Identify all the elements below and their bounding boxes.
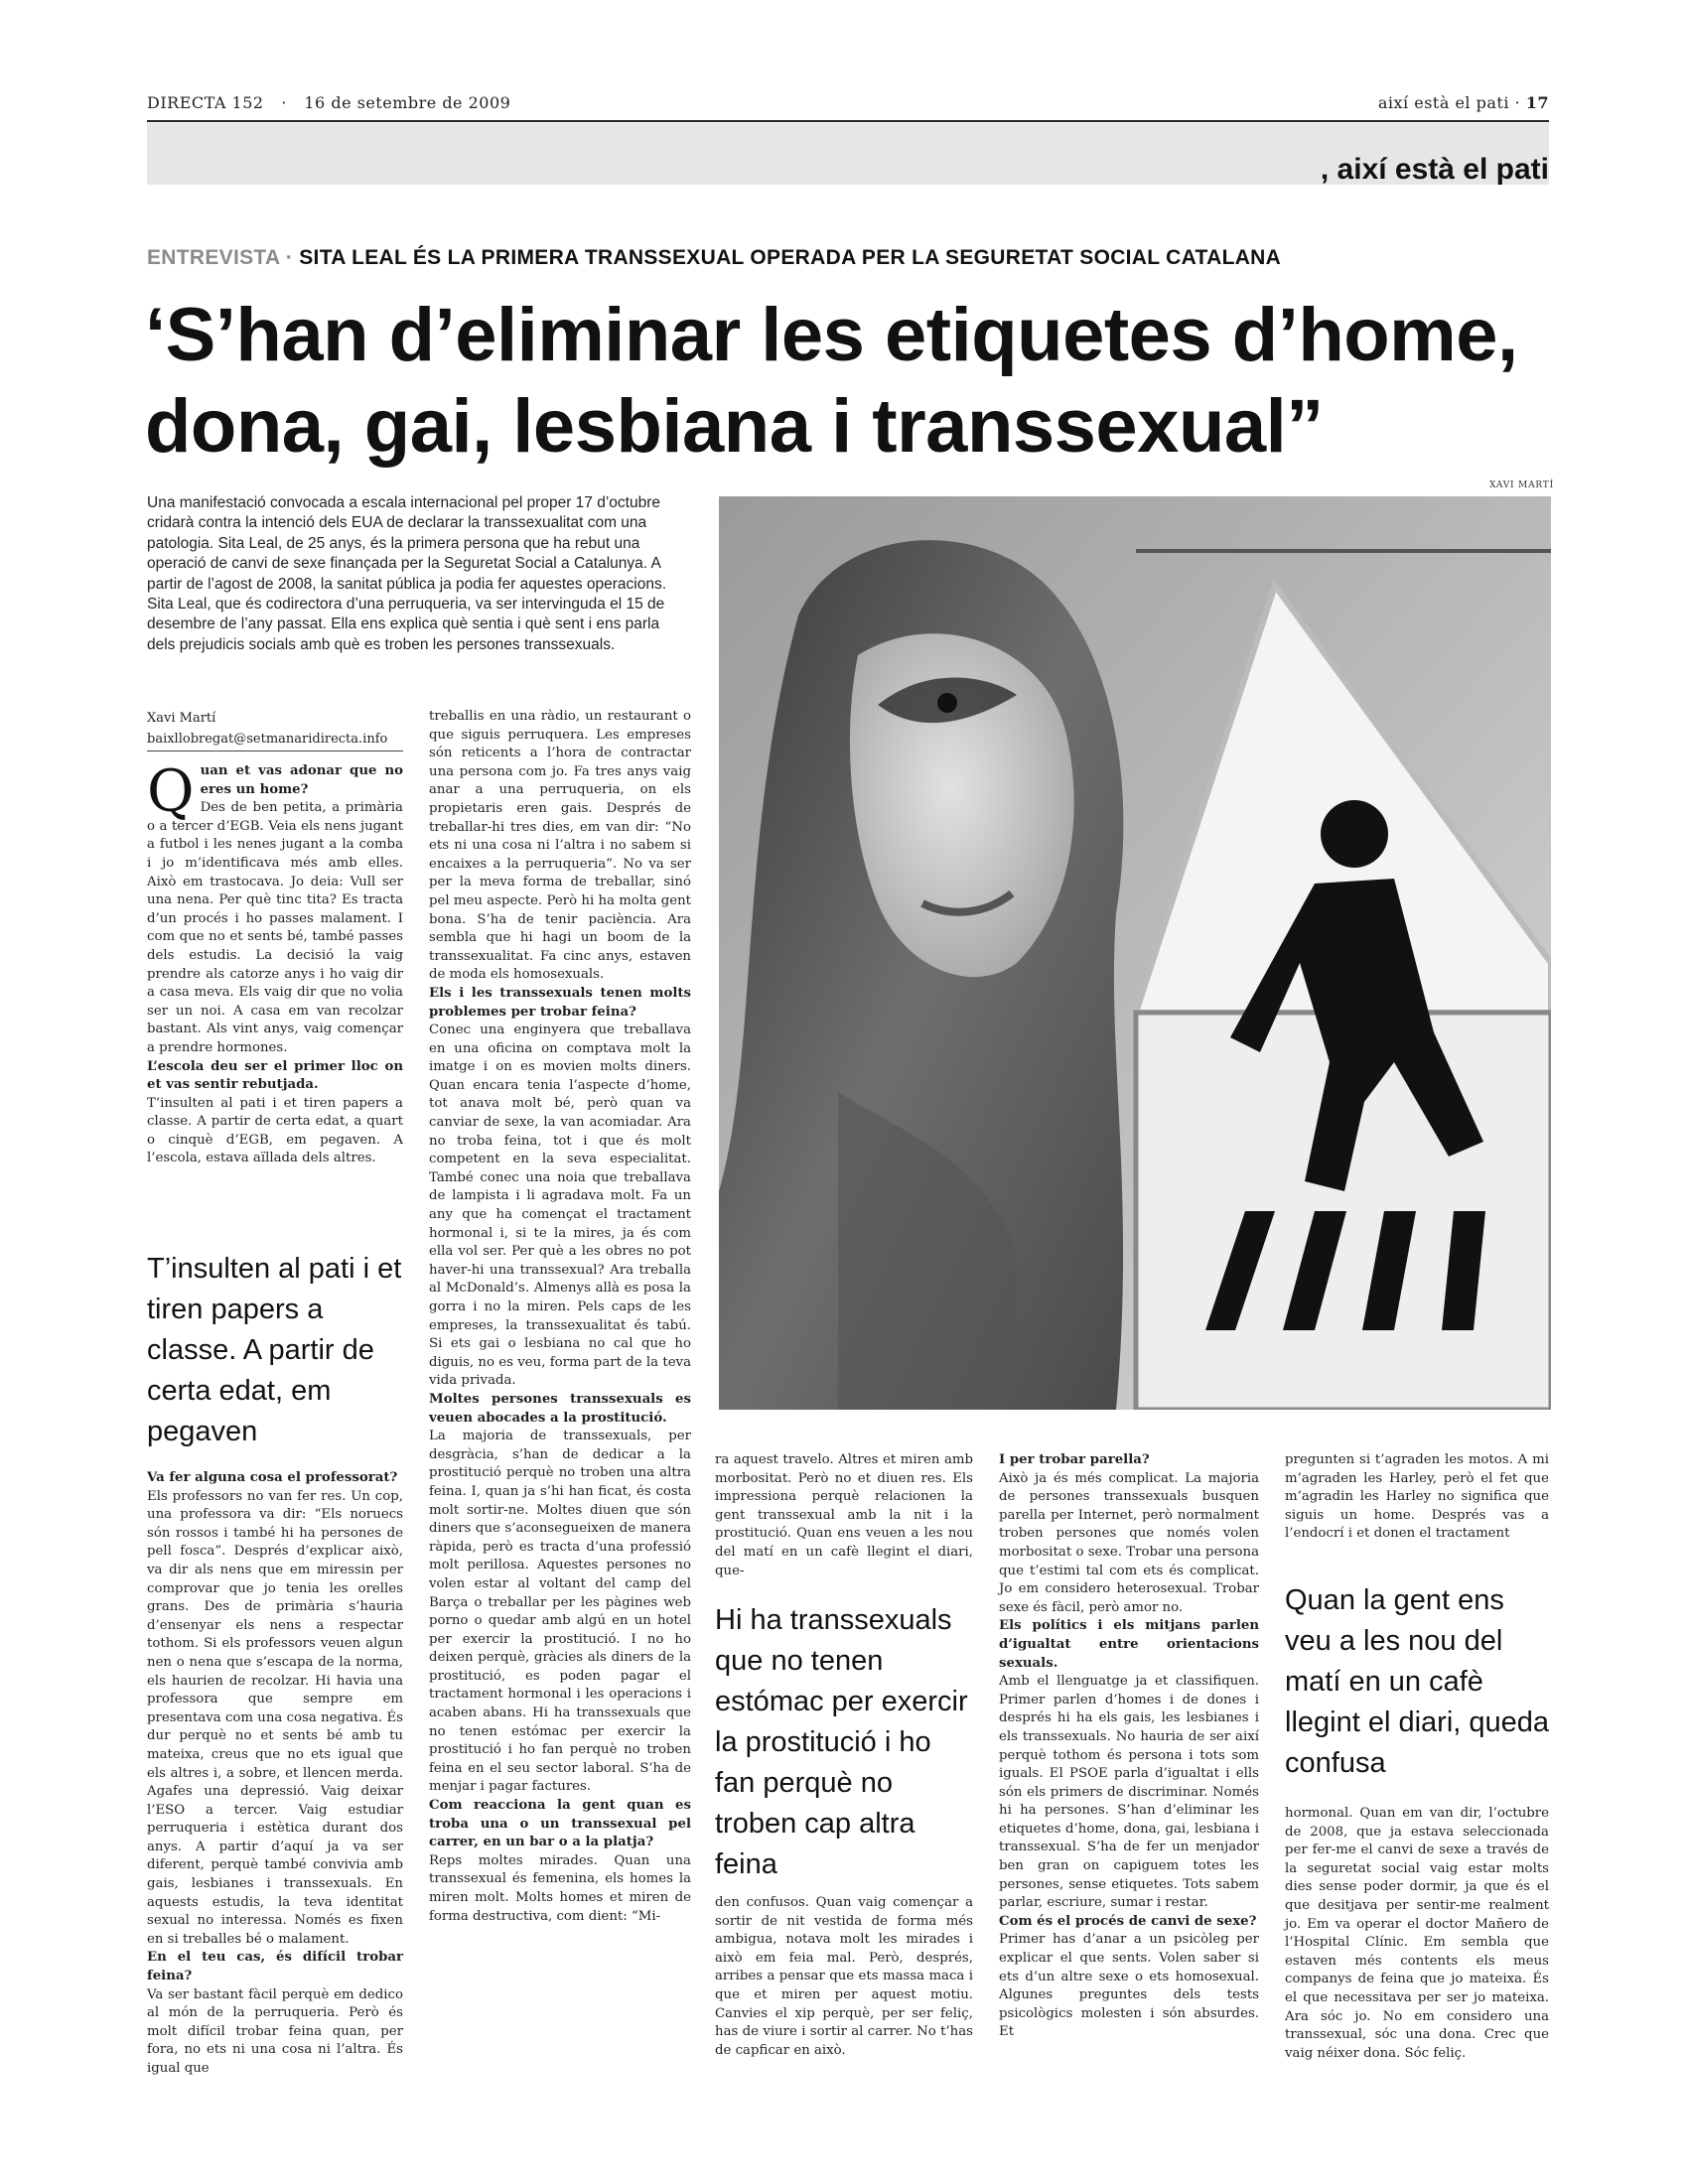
- column-5: [1285, 1451, 1549, 1544]
- column-2: [429, 708, 691, 1926]
- kicker-text: SITA LEAL ÉS LA PRIMERA TRANSSEXUAL OPERADA PER LA SEGURETAT SOCIAL CATALANA: [299, 246, 1282, 269]
- question-1: Quan et vas adonar que no eres un home?: [147, 757, 403, 825]
- column-5-continued: [1285, 1805, 1549, 2063]
- portrait-photo: [719, 496, 1551, 1410]
- question-2: L’escola deu ser el primer lloc on et vas sentir rebutjada.: [147, 1058, 403, 1093]
- dropcap: Q: [147, 757, 195, 825]
- byline: [147, 708, 387, 750]
- answer-5: treballis en una ràdio, un restaurant o que siguis perruquera. Les empreses són reticents a l’hora de contractar una persona com jo. Fa tres anys vaig anar a una perruqueria, on els propietaris eren gais. Després de treballar-hi tres dies, em van dir: “No ets ni una cosa ni l’altra i no sabem si encaixes a la perruqueria”. No va ser per la meva forma de treballar, sinó pel meu aspecte. Però hi ha molta gent bona. S’ha de tenir paciència. Ara sembla que hi hagi un boom de la transsexualitat. Fa cinc anys, estaven de moda els homosexuals.: [429, 709, 691, 983]
- answer-14: pregunten si t’agraden les motos. A mi m’agraden les Harley, però el fet que m’agradin les Harley no significa que siguis un home. Després vas a l’endocrí i et donen el tractament: [1285, 1452, 1549, 1542]
- answer-3: Els professors no van fer res. Un cop, una professora va dir: “Els noruecs són rossos i també hi ha persones de pell fosca”. Després d’explicar això, va dir als nens que em miressin per comprovar que jo tenia les orelles grans. Des de primària s’hauria d’ensenyar els nens a respectar tothom. Si els professors veuen algun nen o nena que s’escapa de la norma, els haurien de recolzar. Hi havia una professora que sempre em presentava com una cosa negativa. És dur perquè no et sents bé amb tu mateixa, creus que no ets igual que els altres i, a sobre, et llencen merda. Agafes una depressió. Vaig deixar l’ESO a tercer. Vaig estudiar perruqueria i estètica durant dos anys. A partir d’aquí ja va ser diferent, perquè també convivia amb gais, lesbianes i transsexuals. En aquests estudis, la teva identitat sexual no interessa. Només es fixen en si treballes bé o malament.: [147, 1488, 403, 1947]
- kicker-label: ENTREVISTA ·: [147, 246, 294, 269]
- pull-quote-3: Quan la gent ens veu a les nou del matí en un cafè llegint el diari, queda confusa: [1285, 1584, 1550, 1779]
- pull-quote-1: T’insulten al pati i et tiren papers a classe. A partir de certa edat, em pegaven: [147, 1253, 402, 1447]
- column-3: [715, 1451, 973, 1580]
- question-6: Moltes persones transsexuals es veuen abocades a la prostitució.: [429, 1391, 691, 1426]
- question-7: Com reacciona la gent quan es troba una o un transsexual pel carrer, en un bar o a la platja?: [429, 1798, 691, 1850]
- column-1-continued: [147, 1469, 403, 2079]
- folio-rule: [147, 120, 1549, 122]
- answer-9: ra aquest travelo. Altres et miren amb morbositat. Però no et diuen res. Els impressiona perquè relacionen la gent transsexual amb la nit i la prostitució. Quan ens veuen a les nou del matí en un cafè llegint el diari, que-: [715, 1452, 973, 1578]
- question-8: I per trobar parella?: [999, 1452, 1150, 1467]
- lead-paragraph: Una manifestació convocada a escala internacional pel proper 17 d’octubre cridarà contra la intenció dels EUA de declarar la transsexualitat com una patologia. Sita Leal, de 25 anys, és la primera persona que ha rebut una operació de canvi de sexe finançada per la Seguretat Social a Catalunya. A partir de l’agost de 2008, la sanitat pública ja podia fer aquestes operacions. Sita Leal, que és codirectora d’una perruqueria, va ser intervinguda el 15 de desembre de l’any passat. Ella ens explica què sentia i què sent i ens parla dels prejudicis socials amb què es troben les persones transsexuals.: [147, 494, 667, 653]
- pull-quote-2: Hi ha transsexuals que no tenen estómac per exercir la prostitució i ho fan perquè no troben cap altra feina: [715, 1604, 968, 1880]
- kicker: [147, 246, 1281, 270]
- answer-15: hormonal. Quan em van dir, l’octubre de 2008, que ja estava seleccionada per fer-me el canvi de sexe a través de la seguretat social vaig estar molts dies sense poder dormir, ja que és el que desitjava per sentir-me realment jo. Em va operar el doctor Mañero de l’Hospital Clínic. Em sembla que estaven més contents els meus companys de feina que jo mateixa. És el que necessitava per ser jo mateixa. Ara sóc jo. No em considero una transsexual, sóc una dona. Crec que vaig néixer dona. Sóc feliç.: [1285, 1806, 1549, 2061]
- byline-author: Xavi Martí: [147, 711, 216, 726]
- headline: ‘S’han d’eliminar les etiquetes d’home, dona, gai, lesbiana i transsexual”: [145, 293, 1518, 469]
- question-10: Com és el procés de canvi de sexe?: [999, 1913, 1257, 1929]
- folio-left: [147, 93, 510, 112]
- publication-name: DIRECTA 152: [147, 93, 264, 112]
- column-3-continued: [715, 1894, 973, 2060]
- question-3: Va fer alguna cosa el professorat?: [147, 1470, 398, 1485]
- answer-13: Primer has d’anar a un psicòleg per explicar el que sents. Volen saber si ets d’un altre sexe o ets homosexual. Algunes preguntes dels tests psicològics molesten i són absurdes. Et: [999, 1932, 1259, 2040]
- answer-6: Conec una enginyera que treballava en una oficina on comptava molt la imatge i on es movien molts diners. Quan encara tenia l’aspecte d’home, tot anava molt bé, però quan va canviar de sexe, la van acomiadar. Ara no troba feina, tot i que és molt competent en la seva especialitat. També conec una noia que treballava de lampista i li agradava molt. Fa un any que ha començat el tractament hormonal i, si te la mires, ja és com ella vol ser. Per què a les obres no pot haver-hi una transsexual? Ara treballa al McDonald’s. Almenys allà es posa la gorra i no la miren. Pels caps de les empreses, la transsexualitat és tabú. Si ets gai o lesbiana no cal que ho diguis, no es veu, forma part de la teva vida privada.: [429, 1023, 691, 1389]
- issue-date: 16 de setembre de 2009: [304, 93, 511, 112]
- answer-2: T’insulten al pati i et tiren papers a classe. A partir de certa edat, a quart o cinquè d’EGB, em pegaven. A l’escola, estava aïllada dels altres.: [147, 1095, 403, 1166]
- folio-section: així està el pati ·: [1377, 93, 1521, 112]
- answer-7: La majoria de transsexuals, per desgràcia, s’han de dedicar a la prostitució perquè no troben una altra feina. I, quan ja s’hi han ficat, és costa molt sortir-ne. Moltes diuen que són diners que s’aconsegueixen de manera ràpida, però es tracta d’una professió molt perillosa. Aquestes persones no volen estar al voltant del camp del Barça o treballar per les pàgines web porno o quedar amb algú en un hotel per exercir la prostitució. I no ho deixen perquè, gràcies als diners de la prostitució, es poden pagar el tractament hormonal i les operacions i acaben abans. Hi ha transsexuals que no tenen estómac per exercir la prostitució i ho fan perquè no troben feina en el seu sector laboral. S’ha de menjar i pagar factures.: [429, 1429, 691, 1795]
- answer-1: Des de ben petita, a primària o a tercer d’EGB. Veia els nens jugant a futbol i les nenes jugant a la comba i jo m’identificava més amb elles. Això em trastocava. Jo deia: Vull ser una nena. Per què tinc tita? Es tracta d’un procés i ho passes malament. I com que no et sents bé, també passes dels estudis. La decisió la vaig prendre als catorze anys i ho vaig dir a casa meva. Els vaig dir que no volia ser un noi. A casa em van recolzar bastant. Als vint anys, vaig començar a prendre hormones.: [147, 800, 403, 1055]
- answer-12: Amb el llenguatge ja et classifiquen. Primer parlen d’homes i de dones i després hi ha els gais, les lesbianes i els transsexuals. No hauria de ser així perquè tothom és persona i tots som iguals. El PSOE parla d’igualtat i ells són els primers de discriminar. Només hi ha persones. S’han d’eliminar les etiquetes d’home, dona, gai, lesbiana i transsexual. S’ha de fer un menjador ben gran on capiguem totes les persones, sense etiquetes. Tots sabem parlar, escriure, sumar i restar.: [999, 1674, 1259, 1911]
- section-title: , així està el pati: [1320, 153, 1549, 186]
- column-4: [999, 1451, 1259, 2042]
- eye-pupil: [937, 693, 957, 713]
- answer-8: Reps moltes mirades. Quan una transsexual és femenina, els homes la miren molt. Molts homes et miren de forma destructiva, com dient: “Mi-: [429, 1852, 691, 1924]
- folio-separator: ·: [281, 93, 287, 112]
- answer-4: Va ser bastant fàcil perquè em dedico al món de la perruqueria. Però és molt difícil trobar feina quan, per fora, no ets ni una cosa ni l’altra. És igual que: [147, 1986, 403, 2076]
- portrait-illustration: [719, 496, 1551, 1410]
- folio-right: [1378, 93, 1549, 112]
- question-4: En el teu cas, és difícil trobar feina?: [147, 1950, 403, 1984]
- column-1: [147, 757, 403, 1168]
- answer-11: Això ja és més complicat. La majoria de persones transsexuals busquen parella per Internet, però normalment troben persones que només volen morbositat o sexe. Trobar una persona que t’estimi tal com ets és complicat. Jo em considero heterosexual. Trobar sexe és fàcil, però amor no.: [999, 1470, 1259, 1615]
- byline-email[interactable]: baixllobregat@setmanaridirecta.info: [147, 732, 388, 747]
- question-5: Els i les transsexuals tenen molts problemes per trobar feina?: [429, 985, 691, 1020]
- photo-credit: XAVI MARTÍ: [1489, 480, 1554, 490]
- answer-10: den confusos. Quan vaig començar a sortir de nit vestida de forma més ambigua, notava molt les mirades i això em feia mal. Però, després, arribes a pensar que ets massa maca i que et miren per aquest motiu. Canvies el xip perquè, per ser feliç, has de viure i sortir al carrer. No t’has de capficar en això.: [715, 1895, 973, 2058]
- page-number: 17: [1525, 93, 1549, 112]
- question-9: Els polítics i els mitjans parlen d’igualtat entre orientacions sexuals.: [999, 1618, 1259, 1671]
